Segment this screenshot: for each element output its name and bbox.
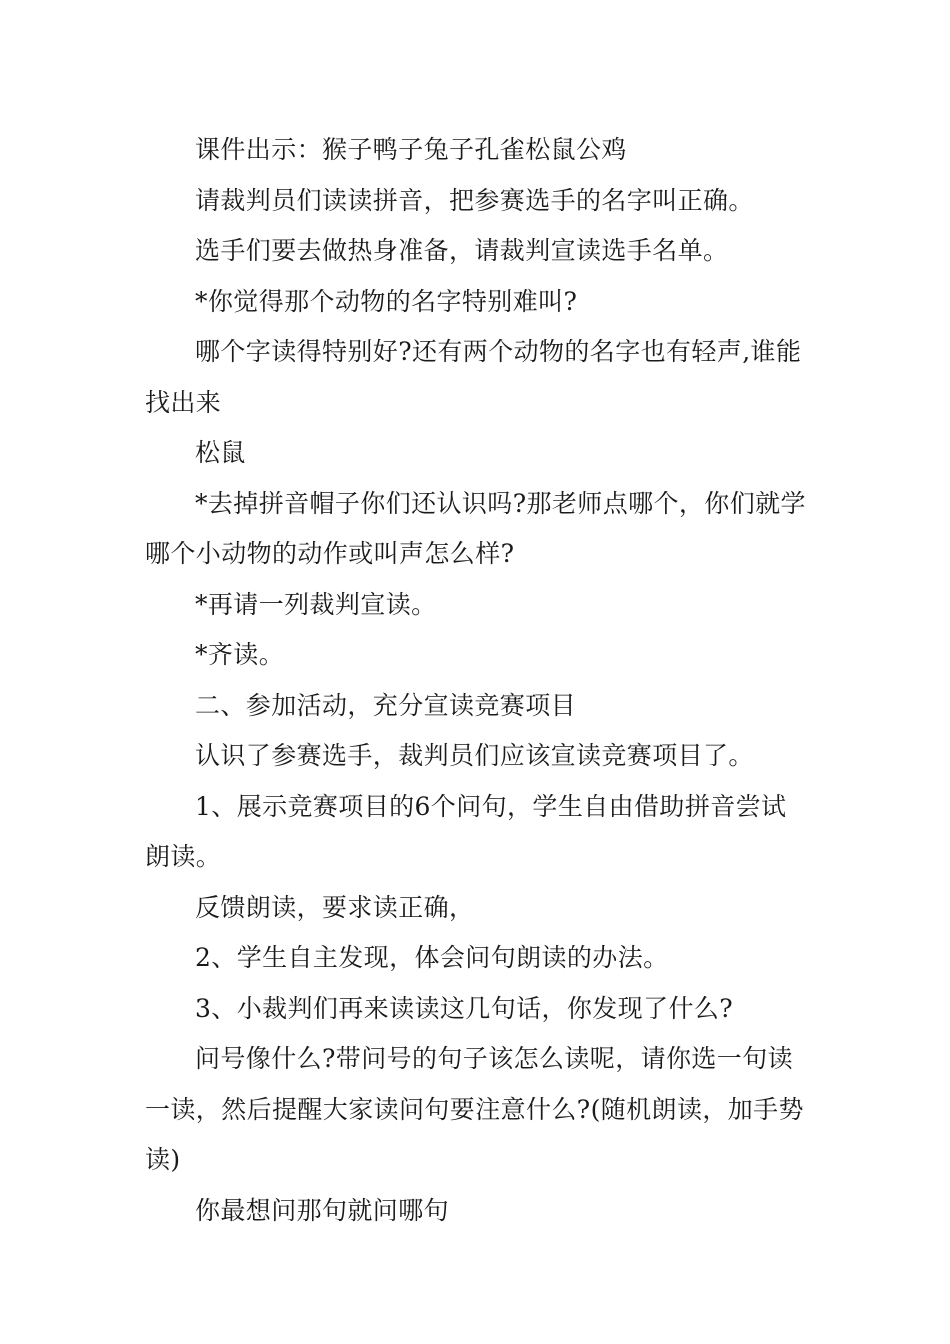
paragraph: 请裁判员们读读拼音，把参赛选手的名字叫正确。 — [195, 185, 754, 215]
paragraph: 松鼠 — [195, 438, 246, 467]
section-heading: 二、参加活动，充分宣读竞赛项目 — [195, 690, 577, 720]
paragraph: 哪个字读得特别好?还有两个动物的名字也有轻声,谁能找出来 — [145, 337, 802, 417]
paragraph: 2、学生自主发现，体会问句朗读的办法。 — [195, 943, 669, 972]
paragraph: 你最想问那句就问哪句 — [195, 1195, 450, 1225]
paragraph: *齐读。 — [195, 640, 285, 669]
paragraph: 认识了参赛选手，裁判员们应该宣读竞赛项目了。 — [195, 741, 754, 770]
paragraph: *去掉拼音帽子你们还认识吗?那老师点哪个，你们就学哪个小动物的动作或叫声怎么样? — [145, 488, 806, 568]
paragraph: *你觉得那个动物的名字特别难叫? — [195, 286, 578, 316]
paragraph: 问号像什么?带问号的句子该怎么读呢，请你选一句读一读，然后提醒大家读问句要注意什么?(随机朗读，加手势读) — [145, 1044, 804, 1174]
paragraph: 1、展示竞赛项目的6个问句，学生自由借助拼音尝试朗读。 — [145, 791, 787, 871]
document-body — [145, 125, 810, 1236]
paragraph: 选手们要去做热身准备，请裁判宣读选手名单。 — [195, 236, 729, 265]
paragraph: 课件出示：猴子鸭子兔子孔雀松鼠公鸡 — [195, 135, 627, 164]
paragraph: 3、小裁判们再来读读这几句话，你发现了什么? — [195, 993, 734, 1023]
paragraph: *再请一列裁判宣读。 — [195, 589, 437, 619]
paragraph: 反馈朗读，要求读正确， — [195, 892, 475, 922]
